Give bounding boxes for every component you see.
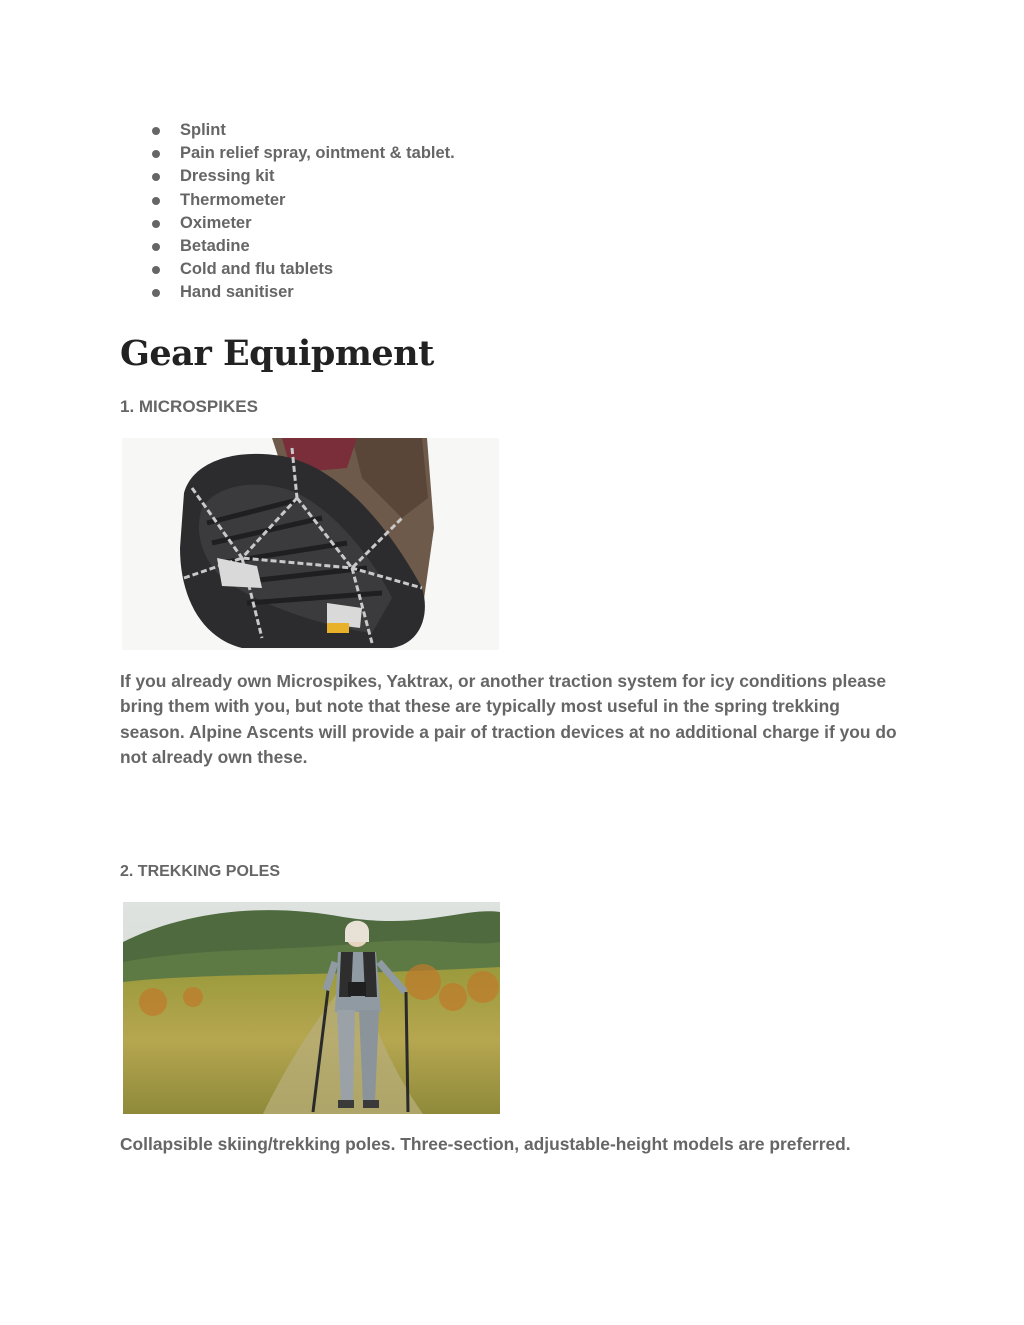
trekking-poles-heading: 2. TREKKING POLES xyxy=(120,863,281,880)
hiker-with-trekking-poles-photo-icon xyxy=(123,902,500,1114)
list-item-text: Pain relief spray, ointment & tablet. xyxy=(180,144,455,163)
list-item xyxy=(150,189,455,212)
bullet-icon xyxy=(152,220,160,228)
list-item-text: Oximeter xyxy=(180,213,252,232)
list-item-text: Dressing kit xyxy=(180,167,275,186)
list-item xyxy=(150,281,455,304)
list-item xyxy=(150,142,455,165)
list-item-text: Hand sanitiser xyxy=(180,283,294,302)
bullet-icon xyxy=(152,289,160,297)
list-item-text: Betadine xyxy=(180,236,250,255)
boot-with-microspikes-photo-icon xyxy=(122,438,499,650)
list-item xyxy=(150,258,455,281)
bullet-icon xyxy=(152,150,160,158)
section-title: Gear Equipment xyxy=(120,333,434,374)
first-aid-list xyxy=(150,119,455,305)
microspikes-heading: 1. MICROSPIKES xyxy=(120,397,258,416)
list-item xyxy=(150,119,455,142)
list-item xyxy=(150,212,455,235)
list-item xyxy=(150,235,455,258)
list-item-text: Cold and flu tablets xyxy=(180,260,334,279)
list-item xyxy=(150,165,455,188)
trekking-poles-description: Collapsible skiing/trekking poles. Three-section, adjustable-height models are preferred. xyxy=(120,1134,851,1154)
list-item-text: Splint xyxy=(180,121,226,139)
microspikes-description: If you already own Microspikes, Yaktrax, or another traction system for icy conditions please bring them with you, but note that these are typically most useful in the spring trekking season. Alpine Ascents will provide a pair of traction devices at no additional charge if you do not already own these. xyxy=(120,671,897,767)
bullet-icon xyxy=(152,266,160,274)
bullet-icon xyxy=(152,127,160,135)
bullet-icon xyxy=(152,197,160,205)
bullet-icon xyxy=(152,173,160,181)
bullet-icon xyxy=(152,243,160,251)
list-item-text: Thermometer xyxy=(180,190,286,209)
